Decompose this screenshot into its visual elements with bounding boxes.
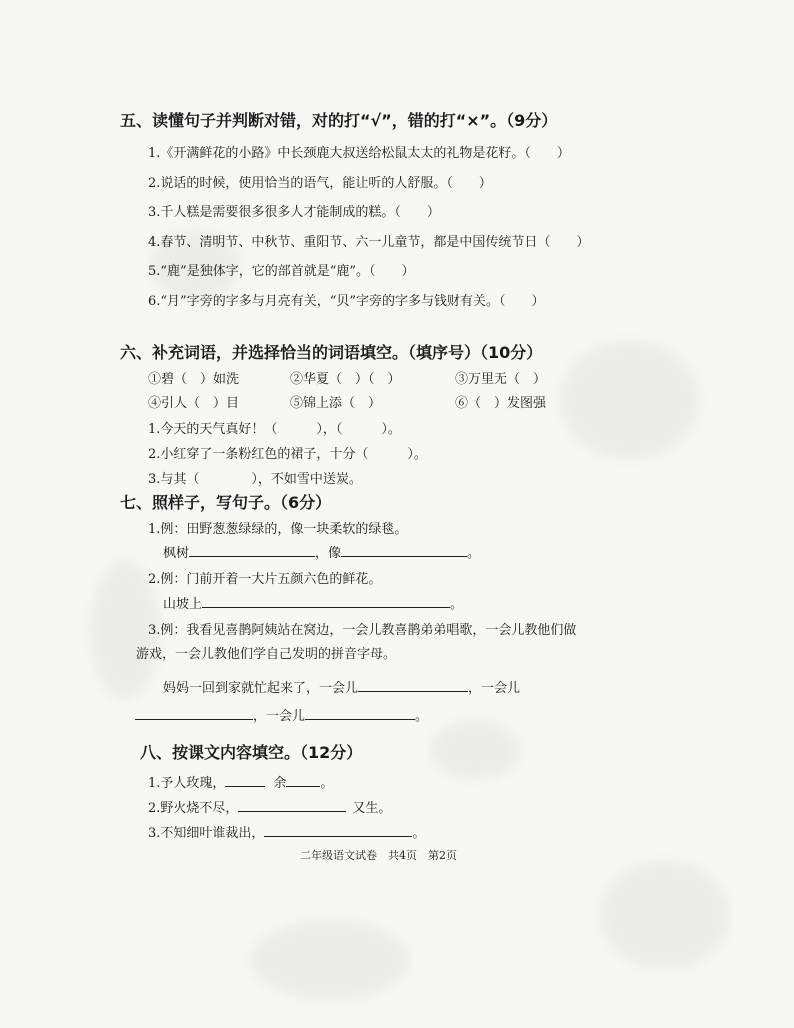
section-8-heading: 八、按课文内容填空。（12分） [140, 743, 363, 762]
answer-blank[interactable] [305, 707, 415, 720]
answer-7-3-end: 。 [415, 709, 429, 724]
question-8-3 [148, 822, 425, 841]
answer-blank[interactable] [286, 774, 320, 787]
question-5-2: 2.说话的时候，使用恰当的语气，能让听的人舒服。（ ） [148, 176, 492, 191]
answer-7-3-prefix: 妈妈一回到家就忙起来了，一会儿 [163, 681, 359, 696]
answer-7-1-prefix: 枫树 [163, 546, 190, 561]
answer-7-3-mid2: ，一会儿 [253, 709, 306, 724]
question-8-2-end: 又生。 [352, 801, 392, 816]
paper-stain [430, 720, 520, 780]
word-option-1: ①碧（ ）如洗 [148, 372, 240, 387]
answer-7-2-end: 。 [450, 597, 464, 612]
word-option-6: ⑥（ ）发图强 [455, 396, 547, 411]
question-8-3-end: 。 [412, 826, 426, 841]
example-7-3-line2: 游戏，一会儿教他们学自己发明的拼音字母。 [136, 647, 397, 662]
question-8-2 [148, 797, 391, 816]
question-6-2: 2.小红穿了一条粉红色的裙子，十分（ ）。 [148, 447, 427, 462]
example-7-2: 2.例：门前开着一大片五颜六色的鲜花。 [148, 572, 382, 587]
answer-7-2 [163, 593, 463, 612]
answer-blank[interactable] [225, 774, 265, 787]
answer-blank[interactable] [238, 799, 346, 812]
answer-blank[interactable] [189, 544, 315, 557]
question-5-3: 3.千人糕是需要很多很多人才能制成的糕。（ ） [148, 205, 440, 220]
answer-7-1-end: 。 [467, 546, 481, 561]
question-8-1-mid: 余 [273, 776, 287, 791]
question-6-3: 3.与其（ ），不如雪中送炭。 [148, 472, 362, 487]
word-option-4: ④引人（ ）目 [148, 396, 240, 411]
paper-stain [600, 860, 730, 970]
question-6-1: 1.今天的天气真好！（ ），（ ）。 [148, 422, 401, 437]
answer-7-3-line1 [163, 677, 520, 696]
answer-7-1-mid: ，像 [315, 546, 342, 561]
question-8-1 [148, 772, 333, 791]
question-5-4: 4.春节、清明节、中秋节、重阳节、六一儿童节，都是中国传统节日（ ） [148, 235, 590, 250]
question-5-5: 5.“鹿”是独体字，它的部首就是“鹿”。（ ） [148, 264, 415, 279]
example-7-1: 1.例：田野葱葱绿绿的，像一块柔软的绿毯。 [148, 522, 408, 537]
word-option-5: ⑤锦上添（ ） [290, 396, 382, 411]
question-5-6: 6.“月”字旁的字多与月亮有关，“贝”字旁的字多与钱财有关。（ ） [148, 294, 545, 309]
example-7-3-line1: 3.例：我看见喜鹊阿姨站在窝边，一会儿教喜鹊弟弟唱歌，一会儿教他们做 [148, 623, 577, 638]
answer-blank[interactable] [358, 679, 468, 692]
answer-7-3-line2 [135, 705, 428, 724]
question-8-3-prefix: 3.不知细叶谁裁出， [148, 826, 265, 841]
question-8-1-end: 。 [320, 776, 334, 791]
word-option-2: ②华夏（ ）（ ） [290, 372, 401, 387]
paper-stain [250, 920, 410, 1000]
section-6-heading: 六、补充词语，并选择恰当的词语填空。（填序号）（10分） [120, 343, 543, 362]
answer-7-3-mid: ，一会儿 [468, 681, 521, 696]
answer-blank[interactable] [264, 824, 412, 837]
answer-7-2-prefix: 山坡上 [163, 597, 203, 612]
section-5-heading: 五、读懂句子并判断对错，对的打“√”，错的打“×”。（9分） [120, 111, 558, 130]
answer-7-1 [163, 542, 480, 561]
answer-blank[interactable] [341, 544, 467, 557]
question-5-1: 1.《开满鲜花的小路》中长颈鹿大叔送给松鼠太太的礼物是花籽。（ ） [148, 146, 570, 161]
answer-blank[interactable] [135, 707, 253, 720]
answer-blank[interactable] [202, 595, 450, 608]
question-8-2-prefix: 2.野火烧不尽， [148, 801, 239, 816]
paper-stain [560, 340, 700, 460]
question-8-1-prefix: 1.予人玫瑰， [148, 776, 226, 791]
word-option-3: ③万里无（ ） [455, 372, 547, 387]
page-footer: 二年级语文试卷 共4页 第2页 [300, 849, 457, 862]
section-7-heading: 七、照样子，写句子。（6分） [120, 493, 332, 512]
